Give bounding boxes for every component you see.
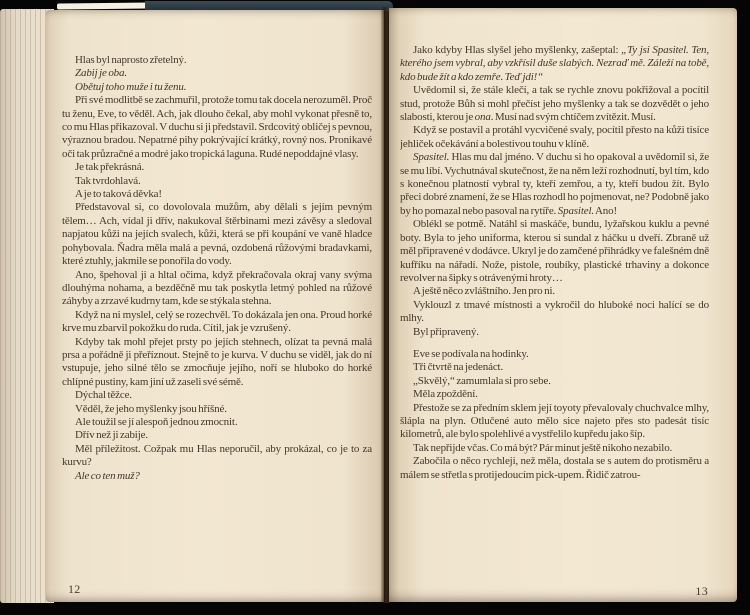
paragraph [62, 309, 372, 336]
text-segment: Hlas byl naprosto zřetelný. [75, 54, 187, 66]
paragraph [400, 151, 709, 218]
text-segment: Přestože se za předním sklem její toyoty převalovaly chuchvalce mlhy, šlápla na plyn. Otlučené auto mělo sice najeto přes sto padesát tisíc kilometrů, ale bylo spolehlivé a vystřelilo kupředu jako šíp. [400, 401, 709, 441]
paragraph [400, 388, 709, 401]
page-number-left: 12 [68, 582, 81, 596]
paragraph [62, 94, 372, 161]
paragraph [62, 67, 372, 80]
text-segment: Když na ni myslel, celý se rozechvěl. To dokázala jen ona. Proud horké krve mu zbarvil pokožku do ruda. Cítil, jak je vzrušený. [62, 308, 372, 335]
text-segment: Jako kdyby Hlas slyšel jeho myšlenky, zašeptal: [413, 44, 622, 56]
paragraph [400, 44, 709, 84]
italic-text-segment: ona [474, 111, 491, 124]
text-segment: Zabočila o něco rychleji, než měla, dostala se s autem do protisměru a málem se střetla s protijedoucím pick-upem. Řidič zatrou- [400, 455, 709, 481]
paragraph [62, 470, 372, 483]
italic-text-segment: Obětuj toho muže i tu ženu. [75, 80, 187, 93]
paragraph [62, 201, 372, 268]
text-segment: „Skvělý,“ zamumlala si pro sebe. [413, 374, 551, 387]
text-segment: Tak nepřijde včas. Co má být? Pár minut ještě nikoho nezabilo. [413, 441, 673, 454]
paragraph [62, 269, 372, 309]
paragraph [400, 442, 709, 455]
paragraph [400, 455, 709, 482]
paragraph [62, 336, 372, 390]
italic-text-segment: Spasitel. [557, 204, 594, 217]
paragraph [400, 348, 709, 361]
paragraph [400, 218, 709, 285]
text-segment: Byl připravený. [413, 325, 479, 338]
paragraph [62, 175, 372, 188]
text-segment: A ještě něco zvláštního. Jen pro ni. [413, 285, 555, 298]
paragraph [400, 326, 709, 339]
text-segment: Ale toužil se jí alespoň jednou zmocnit. [75, 415, 238, 428]
book-page-left [46, 10, 384, 602]
paragraph [62, 429, 372, 442]
paragraph [400, 361, 709, 374]
book-page-right [389, 8, 737, 602]
page-number-right: 13 [695, 584, 708, 598]
text-segment: Dřív než ji zabije. [75, 429, 148, 442]
text-segment: Ano, špehoval ji a hltal očima, když překračovala okraj vany svýma dlouhýma nohama, a bezděčně mu tak poskytla letmý pohled na růžové záhyby a zrzavé kudrny tam, kde se stýkala stehna. [62, 268, 372, 308]
text-segment: Měla zpoždění. [413, 388, 478, 401]
text-segment: Měl příležitost. Cožpak mu Hlas neporučil, aby prokázal, co je to za kurvu? [62, 442, 372, 469]
text-segment: Při své modlitbě se zachmuřil, protože tomu tak docela nerozuměl. Proč tu ženu, Eve, to věděl. Ach, jak dlouho čekal, aby mohl vykonat přesně to, co mu Hlas přikazoval. V duchu si ji představil. Srdcovitý obličej s pevnou, výraznou bradou. Nepatrné pihy pokrývající krátký, rovný nos. Pronikavé oči tak průzračné a modré jako tropická laguna. Rudé nepoddajné vlasy. [62, 94, 372, 160]
paragraph [400, 299, 709, 326]
text-segment: Vyklouzl z tmavé místnosti a vykročil do hluboké noci halící se do mlhy. [400, 298, 709, 325]
italic-text-segment: Zabij je oba. [75, 67, 127, 80]
text-segment: Tři čtvrtě na jedenáct. [413, 361, 504, 374]
text-segment: . Musí nad svým chtíčem zvítězit. Musí. [490, 111, 656, 124]
paragraph [62, 81, 372, 94]
text-segment: Představoval si, co dovolovala mužům, aby dělali s jejím pevným tělem… Ach, vídal ji dřív, nakukoval štěrbinami mezi závěsy a sledoval napjatou kůži na jejích svalech, kůži, která se při koupání ve vaně hladce pohybovala. Ňadra měla malá a pevná, ozdobená růžovými bradavkami, které ztuhly, jakmile se ponořila do vody. [62, 201, 372, 268]
text-segment: Když se postavil a protáhl vycvičené svaly, pocítil přesto na kůži tisíce jehliček očekávání a bolestivou touhu v klíně. [400, 124, 709, 150]
text-segment: A je to taková děvka! [75, 188, 162, 201]
paragraph [62, 389, 372, 402]
paragraph [400, 285, 709, 298]
paragraph [62, 443, 372, 470]
paragraph [62, 54, 372, 67]
text-segment: Tak tvrdohlavá. [75, 174, 141, 187]
paper-edge-highlight [57, 3, 151, 10]
italic-text-segment: Ale co ten muž? [75, 469, 140, 482]
page-text-right [400, 44, 709, 578]
paragraph [62, 161, 372, 174]
page-text-left [62, 54, 372, 576]
paragraph [62, 416, 372, 429]
paragraph [400, 84, 709, 124]
paragraph [400, 124, 709, 151]
text-segment: Věděl, že jeho myšlenky jsou hříšné. [75, 402, 227, 415]
text-segment: Kdyby tak mohl přejet prsty po jejích stehnech, olízat ta pevná malá prsa a pořádně ji přeříznout. Stejně to je kurva. V duchu se viděl, jak do ní vstupuje, jeho silné tělo se zmocňuje jejího, noří se hluboko do horké chlípné pustiny, kam jiní už zaseli své sémě. [62, 335, 372, 388]
text-segment: Oblékl se potmě. Natáhl si maskáče, bundu, lyžařskou kuklu a pevné boty. Byla to jeho uniforma, kterou si sundal z háčku u dveří. Zbraně už měl připravené v dodávce. Ukryl je do zamčené přihrádky ve falešném dně kufříku na nářadí. Nože, pistole, roubíky, plastické trhaviny a dokonce revolver na šipky s otrávenými hroty… [400, 218, 709, 284]
text-segment: Dýchal těžce. [75, 389, 132, 402]
paragraph [62, 188, 372, 201]
text-segment: Ano! [593, 204, 617, 217]
text-segment: Je tak překrásná. [75, 161, 145, 174]
italic-text-segment: „Ty jsi Spasitel. Ten, kterého jsem vybral, aby vzkřísil duše slabých. Nezraď mě. Záleží na tobě, kdo bude žít a kdo zemře. Teď jdi!“ [400, 44, 709, 83]
text-segment: Uvědomil si, že stále klečí, a tak se rychle znovu pokřižoval a pocítil stud, protože Bůh si mohl přečíst jeho myšlenky a tak se dozvědět o jeho slabosti, kterou je [400, 84, 709, 124]
text-segment: Hlas mu dal jméno. V duchu si ho opakoval a uvědomil si, že se mu líbí. Vychutnával skutečnost, že na něm leží rozhodnutí, byl tím, kdo s konečnou platností vybral ty, kteří zemřou, a ty, kteří budou žít. Bylo přeci dobré znamení, že se Hlas rozhodl ho pojmenovat, ne? Podobně jako by ho pomazal nebo pasoval na rytíře. [400, 151, 709, 217]
text-segment: Eve se podívala na hodinky. [413, 347, 529, 360]
paragraph [400, 375, 709, 388]
paragraph [62, 403, 372, 416]
italic-text-segment: Spasitel. [413, 151, 450, 164]
paragraph [400, 402, 709, 442]
